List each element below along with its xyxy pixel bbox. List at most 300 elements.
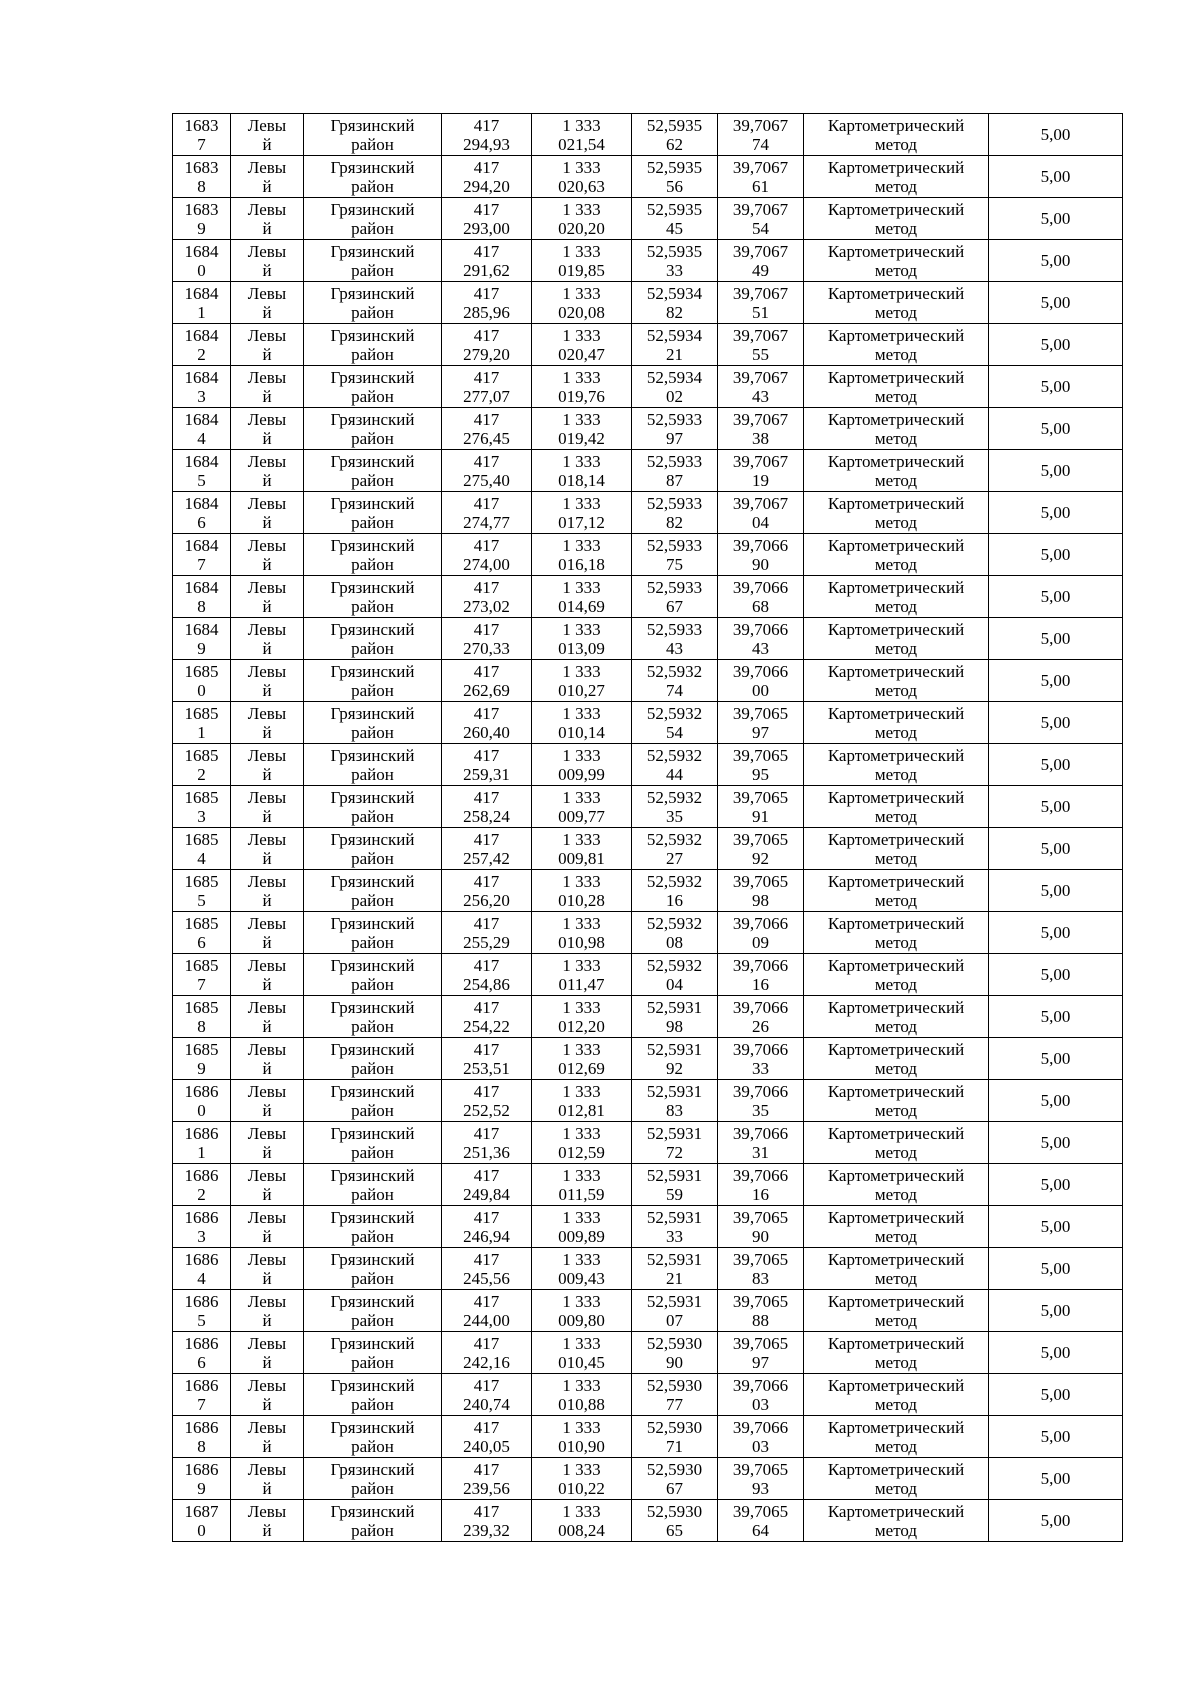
x-coordinate-cell-line: 245,56	[463, 1268, 510, 1288]
bank-side-cell	[231, 1500, 304, 1542]
point-number-cell	[173, 828, 231, 870]
y-coordinate-cell	[532, 870, 632, 912]
y-coordinate-cell	[532, 366, 632, 408]
bank-side-cell-line: й	[262, 974, 272, 994]
district-cell-line: район	[351, 512, 394, 532]
y-coordinate-cell-line: 1 333	[562, 451, 601, 471]
district-cell-line: Грязинский	[330, 115, 415, 135]
longitude-cell	[718, 408, 804, 450]
point-number-cell-line: 1686	[184, 1123, 219, 1143]
point-number-cell-line: 1683	[184, 157, 219, 177]
bank-side-cell-line: Левы	[247, 1207, 287, 1227]
method-cell-line: Картометрический	[827, 241, 965, 261]
point-number-cell	[173, 744, 231, 786]
latitude-cell-line: 52,5931	[646, 1249, 703, 1269]
district-cell-line: Грязинский	[330, 997, 415, 1017]
district-cell-line: Грязинский	[330, 1291, 415, 1311]
latitude-cell	[632, 198, 718, 240]
latitude-cell-line: 52,5933	[646, 619, 703, 639]
table-row	[173, 1038, 1123, 1080]
x-coordinate-cell	[442, 1122, 532, 1164]
bank-side-cell-line: Левы	[247, 745, 287, 765]
district-cell	[304, 1248, 442, 1290]
point-number-cell	[173, 1206, 231, 1248]
table-row	[173, 1500, 1123, 1542]
point-number-cell-line: 1	[197, 1142, 206, 1162]
longitude-cell-line: 39,7065	[732, 829, 789, 849]
longitude-cell	[718, 996, 804, 1038]
method-cell-line: Картометрический	[827, 1291, 965, 1311]
y-coordinate-cell-line: 010,27	[558, 680, 605, 700]
method-cell	[804, 1038, 989, 1080]
bank-side-cell	[231, 408, 304, 450]
x-coordinate-cell-line: 254,22	[463, 1016, 510, 1036]
y-coordinate-cell	[532, 198, 632, 240]
y-coordinate-cell-line: 1 333	[562, 661, 601, 681]
point-number-cell-line: 1686	[184, 1459, 219, 1479]
bank-side-cell-line: й	[262, 134, 272, 154]
bank-side-cell-line: й	[262, 806, 272, 826]
district-cell-line: Грязинский	[330, 1249, 415, 1269]
longitude-cell	[718, 1458, 804, 1500]
bank-side-cell-line: Левы	[247, 1123, 287, 1143]
point-number-cell-line: 5	[197, 1310, 206, 1330]
point-number-cell	[173, 660, 231, 702]
district-cell-line: район	[351, 260, 394, 280]
accuracy-value-cell: 5,00	[989, 492, 1123, 534]
method-cell-line: Картометрический	[827, 367, 965, 387]
point-number-cell-line: 1685	[184, 829, 219, 849]
latitude-cell-line: 67	[666, 596, 683, 616]
y-coordinate-cell	[532, 1164, 632, 1206]
x-coordinate-cell-line: 417	[473, 535, 500, 555]
x-coordinate-cell-line: 244,00	[463, 1310, 510, 1330]
y-coordinate-cell	[532, 1500, 632, 1542]
method-cell-line: метод	[874, 554, 918, 574]
district-cell-line: Грязинский	[330, 199, 415, 219]
bank-side-cell	[231, 156, 304, 198]
bank-side-cell-line: Левы	[247, 535, 287, 555]
district-cell	[304, 450, 442, 492]
y-coordinate-cell-line: 1 333	[562, 1459, 601, 1479]
accuracy-value-cell: 5,00	[989, 408, 1123, 450]
bank-side-cell	[231, 1122, 304, 1164]
method-cell-line: метод	[874, 596, 918, 616]
latitude-cell	[632, 1080, 718, 1122]
x-coordinate-cell-line: 417	[473, 367, 500, 387]
district-cell-line: район	[351, 1100, 394, 1120]
table-row	[173, 870, 1123, 912]
latitude-cell	[632, 828, 718, 870]
method-cell	[804, 1164, 989, 1206]
x-coordinate-cell-line: 417	[473, 409, 500, 429]
y-coordinate-cell-line: 020,08	[558, 302, 605, 322]
x-coordinate-cell-line: 293,00	[463, 218, 510, 238]
method-cell	[804, 1122, 989, 1164]
x-coordinate-cell-line: 249,84	[463, 1184, 510, 1204]
method-cell-line: Картометрический	[827, 1039, 965, 1059]
district-cell	[304, 702, 442, 744]
accuracy-value-cell: 5,00	[989, 324, 1123, 366]
longitude-cell-line: 39,7065	[732, 787, 789, 807]
point-number-cell	[173, 492, 231, 534]
point-number-cell-line: 0	[197, 1520, 206, 1540]
point-number-cell-line: 1685	[184, 661, 219, 681]
point-number-cell-line: 1686	[184, 1081, 219, 1101]
bank-side-cell-line: Левы	[247, 1417, 287, 1437]
longitude-cell-line: 39,7066	[732, 619, 789, 639]
x-coordinate-cell-line: 279,20	[463, 344, 510, 364]
y-coordinate-cell-line: 009,43	[558, 1268, 605, 1288]
point-number-cell-line: 0	[197, 680, 206, 700]
x-coordinate-cell	[442, 1164, 532, 1206]
y-coordinate-cell-line: 012,69	[558, 1058, 605, 1078]
accuracy-value-cell: 5,00	[989, 156, 1123, 198]
y-coordinate-cell-line: 1 333	[562, 913, 601, 933]
latitude-cell-line: 56	[666, 176, 683, 196]
y-coordinate-cell	[532, 702, 632, 744]
bank-side-cell	[231, 1248, 304, 1290]
bank-side-cell-line: й	[262, 176, 272, 196]
point-number-cell-line: 1684	[184, 535, 219, 555]
longitude-cell	[718, 282, 804, 324]
longitude-cell-line: 39,7066	[732, 661, 789, 681]
method-cell	[804, 996, 989, 1038]
x-coordinate-cell-line: 252,52	[463, 1100, 510, 1120]
longitude-cell-line: 39,7065	[732, 1501, 789, 1521]
x-coordinate-cell	[442, 618, 532, 660]
district-cell-line: район	[351, 1310, 394, 1330]
latitude-cell	[632, 1206, 718, 1248]
table-row	[173, 954, 1123, 996]
latitude-cell-line: 44	[666, 764, 683, 784]
latitude-cell-line: 52,5931	[646, 1123, 703, 1143]
latitude-cell-line: 52,5933	[646, 577, 703, 597]
point-number-cell-line: 3	[197, 386, 206, 406]
bank-side-cell-line: Левы	[247, 1249, 287, 1269]
longitude-cell	[718, 1332, 804, 1374]
bank-side-cell-line: Левы	[247, 157, 287, 177]
x-coordinate-cell-line: 251,36	[463, 1142, 510, 1162]
latitude-cell-line: 52,5931	[646, 1081, 703, 1101]
point-number-cell-line: 1686	[184, 1249, 219, 1269]
table-row	[173, 1206, 1123, 1248]
district-cell-line: Грязинский	[330, 703, 415, 723]
bank-side-cell-line: й	[262, 554, 272, 574]
latitude-cell	[632, 1416, 718, 1458]
point-number-cell-line: 7	[197, 134, 206, 154]
accuracy-value-cell: 5,00	[989, 576, 1123, 618]
latitude-cell	[632, 1458, 718, 1500]
bank-side-cell	[231, 198, 304, 240]
x-coordinate-cell-line: 417	[473, 703, 500, 723]
y-coordinate-cell-line: 009,81	[558, 848, 605, 868]
y-coordinate-cell-line: 1 333	[562, 1291, 601, 1311]
method-cell-line: метод	[874, 260, 918, 280]
method-cell-line: метод	[874, 1520, 918, 1540]
bank-side-cell	[231, 786, 304, 828]
accuracy-value-cell: 5,00	[989, 198, 1123, 240]
accuracy-value-cell: 5,00	[989, 366, 1123, 408]
coordinates-table	[172, 113, 1123, 1542]
method-cell-line: Картометрический	[827, 199, 965, 219]
district-cell	[304, 576, 442, 618]
bank-side-cell-line: й	[262, 386, 272, 406]
point-number-cell-line: 1686	[184, 1207, 219, 1227]
method-cell-line: Картометрический	[827, 115, 965, 135]
latitude-cell-line: 35	[666, 806, 683, 826]
x-coordinate-cell-line: 417	[473, 325, 500, 345]
longitude-cell-line: 16	[752, 974, 769, 994]
y-coordinate-cell-line: 014,69	[558, 596, 605, 616]
longitude-cell	[718, 114, 804, 156]
table-row	[173, 198, 1123, 240]
method-cell	[804, 240, 989, 282]
y-coordinate-cell	[532, 618, 632, 660]
x-coordinate-cell-line: 254,86	[463, 974, 510, 994]
point-number-cell-line: 1684	[184, 241, 219, 261]
method-cell-line: метод	[874, 470, 918, 490]
y-coordinate-cell-line: 1 333	[562, 199, 601, 219]
bank-side-cell-line: й	[262, 1352, 272, 1372]
y-coordinate-cell-line: 020,47	[558, 344, 605, 364]
latitude-cell-line: 54	[666, 722, 683, 742]
longitude-cell-line: 91	[752, 806, 769, 826]
x-coordinate-cell-line: 239,56	[463, 1478, 510, 1498]
latitude-cell-line: 52,5933	[646, 493, 703, 513]
latitude-cell	[632, 744, 718, 786]
latitude-cell-line: 52,5935	[646, 157, 703, 177]
x-coordinate-cell-line: 417	[473, 1249, 500, 1269]
x-coordinate-cell-line: 246,94	[463, 1226, 510, 1246]
bank-side-cell	[231, 366, 304, 408]
y-coordinate-cell	[532, 1122, 632, 1164]
y-coordinate-cell-line: 1 333	[562, 241, 601, 261]
district-cell	[304, 618, 442, 660]
x-coordinate-cell	[442, 408, 532, 450]
longitude-cell-line: 64	[752, 1520, 769, 1540]
x-coordinate-cell	[442, 786, 532, 828]
bank-side-cell-line: Левы	[247, 241, 287, 261]
longitude-cell-line: 90	[752, 554, 769, 574]
bank-side-cell	[231, 324, 304, 366]
district-cell-line: Грязинский	[330, 493, 415, 513]
point-number-cell	[173, 282, 231, 324]
bank-side-cell-line: Левы	[247, 577, 287, 597]
method-cell-line: метод	[874, 764, 918, 784]
latitude-cell-line: 52,5932	[646, 871, 703, 891]
longitude-cell	[718, 1248, 804, 1290]
method-cell-line: Картометрический	[827, 661, 965, 681]
y-coordinate-cell	[532, 912, 632, 954]
method-cell-line: Картометрический	[827, 325, 965, 345]
method-cell-line: Картометрический	[827, 1123, 965, 1143]
latitude-cell-line: 33	[666, 260, 683, 280]
x-coordinate-cell	[442, 870, 532, 912]
bank-side-cell-line: Левы	[247, 829, 287, 849]
table-row	[173, 408, 1123, 450]
x-coordinate-cell-line: 291,62	[463, 260, 510, 280]
x-coordinate-cell	[442, 492, 532, 534]
bank-side-cell-line: й	[262, 1394, 272, 1414]
method-cell-line: Картометрический	[827, 1249, 965, 1269]
point-number-cell	[173, 1290, 231, 1332]
method-cell-line: Картометрический	[827, 913, 965, 933]
y-coordinate-cell	[532, 786, 632, 828]
latitude-cell-line: 52,5933	[646, 535, 703, 555]
point-number-cell	[173, 912, 231, 954]
district-cell-line: Грязинский	[330, 1039, 415, 1059]
x-coordinate-cell-line: 276,45	[463, 428, 510, 448]
table-row	[173, 492, 1123, 534]
y-coordinate-cell	[532, 282, 632, 324]
district-cell-line: Грязинский	[330, 1207, 415, 1227]
y-coordinate-cell-line: 1 333	[562, 325, 601, 345]
bank-side-cell	[231, 702, 304, 744]
method-cell-line: Картометрический	[827, 1165, 965, 1185]
longitude-cell-line: 26	[752, 1016, 769, 1036]
latitude-cell-line: 52,5935	[646, 115, 703, 135]
bank-side-cell	[231, 450, 304, 492]
district-cell	[304, 282, 442, 324]
method-cell	[804, 660, 989, 702]
longitude-cell	[718, 240, 804, 282]
latitude-cell	[632, 912, 718, 954]
method-cell	[804, 1206, 989, 1248]
method-cell-line: Картометрический	[827, 1459, 965, 1479]
method-cell-line: метод	[874, 1058, 918, 1078]
point-number-cell-line: 1683	[184, 199, 219, 219]
method-cell-line: Картометрический	[827, 619, 965, 639]
method-cell	[804, 450, 989, 492]
longitude-cell-line: 39,7066	[732, 955, 789, 975]
bank-side-cell-line: й	[262, 218, 272, 238]
accuracy-value-cell: 5,00	[989, 240, 1123, 282]
bank-side-cell-line: й	[262, 932, 272, 952]
method-cell-line: метод	[874, 1016, 918, 1036]
district-cell-line: Грязинский	[330, 913, 415, 933]
bank-side-cell	[231, 240, 304, 282]
y-coordinate-cell-line: 010,45	[558, 1352, 605, 1372]
district-cell-line: район	[351, 890, 394, 910]
district-cell-line: район	[351, 1436, 394, 1456]
bank-side-cell-line: Левы	[247, 325, 287, 345]
district-cell-line: район	[351, 176, 394, 196]
district-cell-line: район	[351, 344, 394, 364]
latitude-cell	[632, 786, 718, 828]
district-cell	[304, 996, 442, 1038]
longitude-cell-line: 33	[752, 1058, 769, 1078]
y-coordinate-cell-line: 1 333	[562, 115, 601, 135]
x-coordinate-cell-line: 259,31	[463, 764, 510, 784]
x-coordinate-cell-line: 417	[473, 283, 500, 303]
point-number-cell-line: 2	[197, 344, 206, 364]
accuracy-value-cell: 5,00	[989, 1500, 1123, 1542]
longitude-cell	[718, 450, 804, 492]
x-coordinate-cell	[442, 1500, 532, 1542]
x-coordinate-cell-line: 285,96	[463, 302, 510, 322]
longitude-cell-line: 39,7067	[732, 367, 789, 387]
y-coordinate-cell-line: 013,09	[558, 638, 605, 658]
point-number-cell	[173, 1248, 231, 1290]
district-cell	[304, 1416, 442, 1458]
y-coordinate-cell-line: 1 333	[562, 703, 601, 723]
point-number-cell-line: 8	[197, 596, 206, 616]
method-cell	[804, 1500, 989, 1542]
bank-side-cell-line: Левы	[247, 997, 287, 1017]
bank-side-cell	[231, 870, 304, 912]
table-row	[173, 366, 1123, 408]
point-number-cell-line: 9	[197, 638, 206, 658]
bank-side-cell-line: Левы	[247, 1501, 287, 1521]
x-coordinate-cell-line: 262,69	[463, 680, 510, 700]
bank-side-cell	[231, 1290, 304, 1332]
x-coordinate-cell-line: 258,24	[463, 806, 510, 826]
y-coordinate-cell-line: 1 333	[562, 997, 601, 1017]
x-coordinate-cell-line: 417	[473, 493, 500, 513]
method-cell-line: метод	[874, 932, 918, 952]
latitude-cell-line: 52,5935	[646, 241, 703, 261]
bank-side-cell-line: Левы	[247, 955, 287, 975]
district-cell-line: район	[351, 1352, 394, 1372]
bank-side-cell	[231, 576, 304, 618]
latitude-cell	[632, 492, 718, 534]
point-number-cell-line: 5	[197, 890, 206, 910]
accuracy-value-cell: 5,00	[989, 1038, 1123, 1080]
point-number-cell-line: 4	[197, 848, 206, 868]
point-number-cell-line: 1684	[184, 577, 219, 597]
method-cell-line: Картометрический	[827, 829, 965, 849]
point-number-cell-line: 6	[197, 1352, 206, 1372]
longitude-cell	[718, 702, 804, 744]
latitude-cell-line: 04	[666, 974, 683, 994]
longitude-cell-line: 19	[752, 470, 769, 490]
bank-side-cell-line: Левы	[247, 115, 287, 135]
latitude-cell	[632, 324, 718, 366]
latitude-cell	[632, 114, 718, 156]
table-row	[173, 1164, 1123, 1206]
table-row	[173, 618, 1123, 660]
method-cell-line: Картометрический	[827, 283, 965, 303]
y-coordinate-cell-line: 1 333	[562, 1333, 601, 1353]
district-cell-line: Грязинский	[330, 955, 415, 975]
method-cell	[804, 198, 989, 240]
x-coordinate-cell-line: 417	[473, 157, 500, 177]
latitude-cell-line: 71	[666, 1436, 683, 1456]
longitude-cell	[718, 1290, 804, 1332]
longitude-cell-line: 43	[752, 638, 769, 658]
point-number-cell-line: 9	[197, 218, 206, 238]
latitude-cell-line: 90	[666, 1352, 683, 1372]
bank-side-cell-line: Левы	[247, 661, 287, 681]
point-number-cell-line: 1685	[184, 913, 219, 933]
bank-side-cell	[231, 492, 304, 534]
point-number-cell-line: 7	[197, 1394, 206, 1414]
district-cell-line: Грязинский	[330, 1417, 415, 1437]
accuracy-value-cell: 5,00	[989, 996, 1123, 1038]
y-coordinate-cell-line: 019,85	[558, 260, 605, 280]
district-cell	[304, 912, 442, 954]
point-number-cell	[173, 1122, 231, 1164]
method-cell-line: Картометрический	[827, 955, 965, 975]
latitude-cell-line: 21	[666, 344, 683, 364]
latitude-cell-line: 82	[666, 512, 683, 532]
bank-side-cell-line: й	[262, 1436, 272, 1456]
method-cell-line: Картометрический	[827, 451, 965, 471]
y-coordinate-cell	[532, 828, 632, 870]
latitude-cell	[632, 870, 718, 912]
x-coordinate-cell	[442, 576, 532, 618]
